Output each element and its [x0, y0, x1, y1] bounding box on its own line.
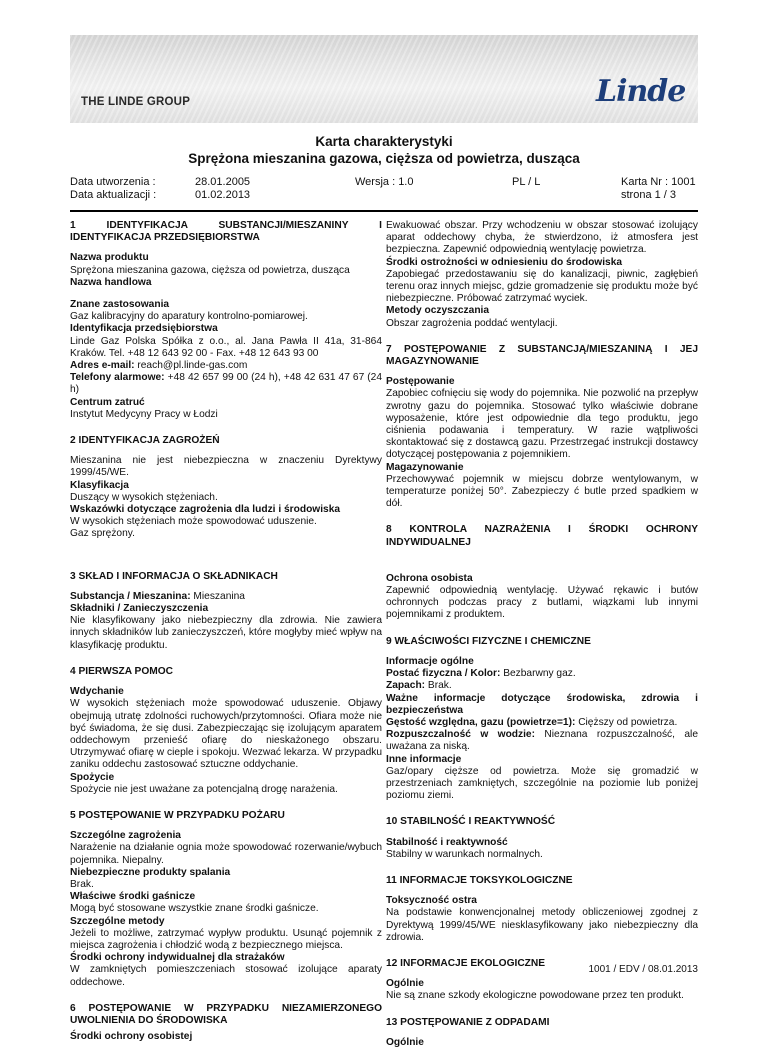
- hazard-hints-value-2: Gaz sprężony.: [70, 528, 135, 540]
- trade-name-label: Nazwa handlowa: [70, 276, 152, 288]
- physical-form-label: Postać fizyczna / Kolor:: [386, 668, 501, 680]
- ecology-value: Nie są znane szkody ekologiczne powodowane przez ten produkt.: [386, 990, 684, 1002]
- handling-value: Zapobiec cofnięciu się wody do pojemnika. Nie pozwolić na przepływ zwrotny gazu do pojemnika. Stosować tylko właściwie dobrane wyposażenie, które jest odpowiednie dla tego produktu, jego ciśnienia podawania i temperatury. W razie wątpliwości skontaktować się z dostawcą gazu. Przestrzegać instrukcji dostawcy dotyczącej postępowania z pojemnikiem.: [386, 388, 698, 461]
- stability-value: Stabilny w warunkach normalnych.: [386, 848, 543, 860]
- ingestion-label: Spożycie: [70, 771, 115, 783]
- section-4-heading: 4 PIERWSZA POMOC: [70, 665, 174, 677]
- important-info-label: Ważne informacje dotyczące środowiska, zdrowia i bezpieczeństwa: [386, 692, 698, 716]
- updated-value: 01.02.2013: [195, 189, 251, 201]
- ingestion-value: Spożycie nie jest uważane za potencjalną drogę narażenia.: [70, 783, 338, 795]
- section-12-heading: 12 INFORMACJE EKOLOGICZNE: [386, 957, 546, 969]
- env-precautions-label: Środki ostrożności w odniesieniu do środowiska: [386, 256, 623, 268]
- acute-toxicity-value: Na podstawie konwencjonalnej metody obliczeniowej zgodnej z Dyrektywą 1999/45/WE niesklasyfikowany jako niebezpieczny dla zdrowia.: [386, 907, 698, 943]
- section-10-heading: 10 STABILNOŚĆ I REAKTYWNOŚĆ: [386, 816, 556, 828]
- doc-title: Karta charakterystyki: [315, 134, 453, 149]
- special-methods-label: Szczególne metody: [70, 915, 165, 927]
- section-8-heading: 8 KONTROLA NAZRAŻENIA I ŚRODKI OCHRONY INDYWIDUALNEJ: [386, 524, 698, 548]
- hazard-hints-label: Wskazówki dotyczące zagrożenia dla ludzi i środowiska: [70, 504, 341, 516]
- doc-subtitle: Sprężona mieszanina gazowa, cięższa od powietrza, dusząca: [188, 151, 580, 166]
- solubility-label: Rozpuszczalność w wodzie:: [386, 729, 535, 741]
- section-11-heading: 11 INFORMACJE TOKSYKOLOGICZNE: [386, 874, 573, 886]
- stability-label: Stabilność i reaktywność: [386, 836, 508, 848]
- product-name-label: Nazwa produktu: [70, 252, 149, 264]
- inhalation-value: W wysokich stężeniach może spowodować uduszenie. Objawy obejmują utratę zdolności ruchowych/przytomności. Ofiara może nie być świadoma, że się dusi. Zabezpieczając się izolującym aparatem oddechowym przenieść ofiarę do nieskażonego obszaru. Utrzymywać ofiarę w cieple i spokoju. Wezwać lekarza. W przypadku zaniku oddechu zastosować sztuczne oddychanie.: [70, 698, 382, 771]
- company-label: Identyfikacja przedsiębiorstwa: [70, 323, 218, 335]
- section-3-heading: 3 SKŁAD I INFORMACJA O SKŁADNIKACH: [70, 570, 278, 582]
- firefighter-protection-value: W zamkniętych pomieszczeniach stosować izolujące aparaty oddechowe.: [70, 964, 382, 988]
- classification-label: Klasyfikacja: [70, 479, 129, 491]
- section-9-heading: 9 WŁAŚCIWOŚCI FIZYCZNE I CHEMICZNE: [386, 635, 591, 647]
- hazard-hints-value-1: W wysokich stężeniach może spowodować uduszenie.: [70, 516, 317, 528]
- emergency-phone-value: +48 42 657 99 00 (24 h), +48 42 631 47 67 (24 h): [70, 372, 382, 396]
- section-1-heading: 1 IDENTYFIKACJA SUBSTANCJI/MIESZANINY I IDENTYFIKACJA PRZEDSIĘBIORSTWA: [70, 220, 382, 244]
- special-methods-value: Jeżeli to możliwe, zatrzymać wypływ produktu. Usunąć pojemnik z miejsca zagrożenia i chłodzić wodą z bezpiecznego miejsca.: [70, 927, 382, 951]
- group-name: THE LINDE GROUP: [81, 96, 191, 108]
- personal-protection-8-value: Zapewnić odpowiednią wentylację. Używać rękawic i butów ochronnych podczas pracy z butlami, wiązkami lub innymi pojemnikami z produktem.: [386, 585, 698, 621]
- created-label: Data utworzenia :: [70, 176, 156, 188]
- personal-protection-8-label: Ochrona osobista: [386, 572, 473, 584]
- lang-code: PL / L: [512, 176, 541, 188]
- poison-centre-label: Centrum zatruć: [70, 396, 145, 408]
- combustion-products-label: Niebezpieczne produkty spalania: [70, 866, 231, 878]
- email-label: Adres e-mail:: [70, 360, 135, 372]
- physical-form-value: Bezbarwny gaz.: [500, 668, 576, 680]
- cleanup-value: Obszar zagrożenia poddać wentylacji.: [386, 317, 558, 329]
- right-column: [386, 220, 698, 1057]
- other-info-label: Inne informacje: [386, 753, 462, 765]
- env-precautions-value: Zapobiegać przedostawaniu się do kanalizacji, piwnic, zagłębień terenu oraz innych miejsc, gdzie gromadzenie się produktu może być niebezpieczne. Próbować zatrzymać wyciek.: [386, 268, 699, 305]
- fire-hazards-label: Szczególne zagrożenia: [70, 830, 181, 842]
- version: Wersja : 1.0: [355, 176, 414, 188]
- substance-value: Mieszanina: [190, 590, 245, 602]
- cleanup-label: Metody oczyszczania: [386, 305, 490, 317]
- uses-value: Gaz kalibracyjny do aparatury kontrolno-pomiarowej.: [70, 311, 308, 323]
- header-rule: [70, 210, 698, 212]
- section-13-heading: 13 POSTĘPOWANIE Z ODPADAMI: [386, 1016, 550, 1028]
- linde-logo: Linde: [596, 74, 686, 109]
- firefighter-protection-label: Środki ochrony indywidualnej dla strażaków: [70, 952, 285, 964]
- uses-label: Znane zastosowania: [70, 299, 170, 311]
- personal-protection-value: Ewakuować obszar. Przy wchodzeniu w obszar stosować izolujący aparat oddechowy chyba, że stwierdzono, iż atmosfera jest bezpieczna. Zapewnić odpowiednią wentylację powietrza.: [386, 220, 698, 256]
- s2-text: Mieszanina nie jest niebezpieczna w znaczeniu Dyrektywy 1999/45/WE.: [70, 455, 382, 479]
- combustion-products-value: Brak.: [70, 878, 94, 890]
- created-value: 28.01.2005: [195, 176, 251, 188]
- section-5-heading: 5 POSTĘPOWANIE W PRZYPADKU POŻARU: [70, 809, 285, 821]
- components-label: Składniki / Zanieczyszczenia: [70, 603, 209, 615]
- section-2-heading: 2 IDENTYFIKACJA ZAGROŻEŃ: [70, 435, 220, 447]
- fire-hazards-value: Narażenie na działanie ognia może spowodować rozerwanie/wybuch pojemnika. Niepalny.: [70, 842, 382, 866]
- classification-value: Duszący w wysokich stężeniach.: [70, 491, 218, 503]
- inhalation-label: Wdychanie: [70, 686, 124, 698]
- emergency-phone-label: Telefony alarmowe:: [70, 372, 165, 384]
- density-value: Cięższy od powietrza.: [575, 716, 678, 728]
- card-number: Karta Nr : 1001: [621, 176, 696, 188]
- left-column: [70, 220, 382, 1051]
- page-number: strona 1 / 3: [621, 189, 677, 201]
- ecology-label: Ogólnie: [386, 978, 424, 990]
- odour-value: Brak.: [425, 680, 452, 692]
- density-label: Gęstość względna, gazu (powietrze=1):: [386, 716, 576, 728]
- extinguishing-value: Mogą być stosowane wszystkie znane środki gaśnicze.: [70, 903, 319, 915]
- personal-protection-label: Środki ochrony osobistej: [70, 1031, 193, 1043]
- section-7-heading: 7 POSTĘPOWANIE Z SUBSTANCJĄ/MIESZANINĄ I JEJ MAGAZYNOWANIE: [386, 343, 698, 368]
- email-value: reach@pl.linde-gas.com: [134, 360, 248, 372]
- updated-label: Data aktualizacji :: [70, 189, 157, 201]
- solubility-value: Nieznana rozpuszczalność, ale uważana za niską.: [386, 729, 698, 753]
- footer-code: 1001 / EDV / 08.01.2013: [588, 964, 698, 975]
- product-name-value: Sprężona mieszanina gazowa, cięższa od powietrza, dusząca: [70, 264, 350, 276]
- odour-label: Zapach:: [386, 680, 426, 692]
- general-info-label: Informacje ogólne: [386, 655, 474, 667]
- components-value: Nie klasyfikowany jako niebezpieczny dla zdrowia. Nie zawiera innych składników lub zanieczyszczeń, które mogłyby mieć wpływ na klasyfikację produktu.: [70, 615, 382, 651]
- handling-label: Postępowanie: [386, 376, 455, 388]
- section-6-heading: 6 POSTĘPOWANIE W PRZYPADKU NIEZAMIERZONEGO UWOLNIENIA DO ŚRODOWISKA: [70, 1002, 382, 1026]
- other-info-value: Gaz/opary cięższe od powietrza. Może się gromadzić w przestrzeniach zamkniętych, szczególnie na poziomie lub poniżej poziomu ziemi.: [386, 765, 698, 802]
- poison-centre-value: Instytut Medycyny Pracy w Łodzi: [70, 408, 218, 420]
- storage-value: Przechowywać pojemnik w miejscu dobrze wentylowanym, w temperaturze poniżej 50°. Zabezpieczy ć butle przed spadkiem w dół.: [386, 473, 698, 510]
- storage-label: Magazynowanie: [386, 461, 464, 473]
- extinguishing-label: Właściwe środki gaśnicze: [70, 891, 196, 903]
- waste-general-label: Ogólnie: [386, 1036, 424, 1048]
- acute-toxicity-label: Toksyczność ostra: [386, 895, 477, 907]
- substance-label: Substancja / Mieszanina:: [70, 590, 191, 602]
- company-value: Linde Gaz Polska Spółka z o.o., al. Jana Pawła II 41a, 31-864 Kraków. Tel. +48 12 643 92 00 - Fax. +48 12 643 93 00: [70, 335, 382, 359]
